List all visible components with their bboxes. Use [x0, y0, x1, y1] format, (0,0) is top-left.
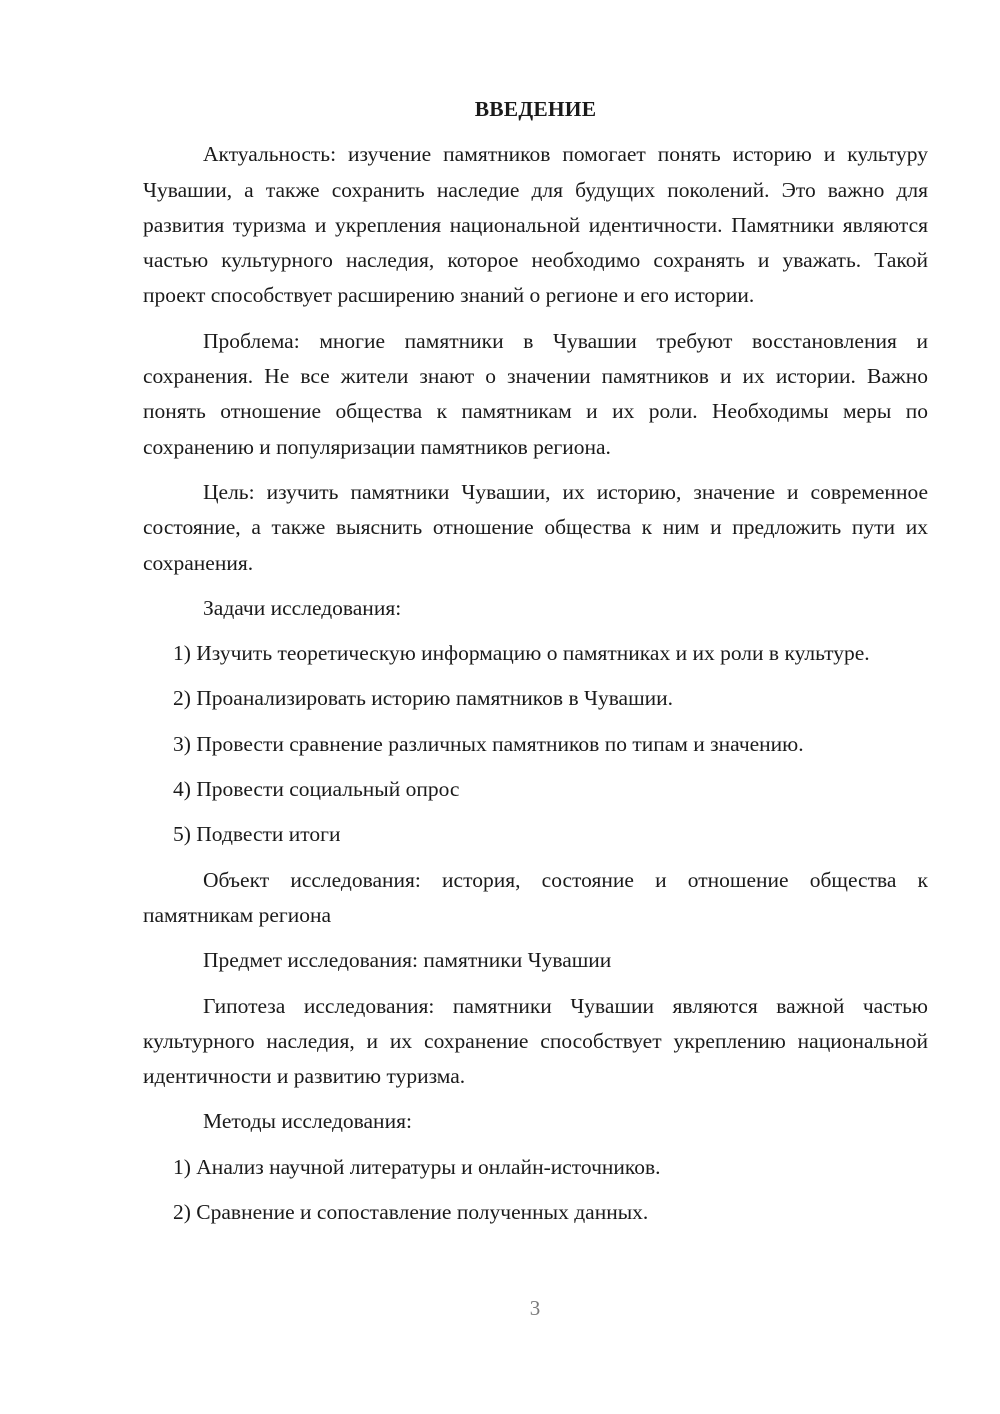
methods-heading: Методы исследования: [203, 1109, 412, 1134]
task-item: 2) Проанализировать историю памятников в Чувашии. [173, 686, 674, 711]
relevance-paragraph: Актуальность: изучение памятников помогает понять историю и культуру Чувашии, а также сохранить наследие для будущих поколений. Это важно для развития туризма и укрепления национальной идентичности. Памятники являются частью культурного наследия, которое необходимо сохранять и уважать. Такой проект способствует расширению знаний о регионе и его истории. [143, 142, 928, 308]
task-item: 4) Провести социальный опрос [173, 777, 460, 802]
task-item: 5) Подвести итоги [173, 822, 341, 847]
section-title: ВВЕДЕНИЕ [474, 97, 597, 121]
problem-paragraph: Проблема: многие памятники в Чувашии требуют восстановления и сохранения. Не все жители знают о значении памятников и их истории. Важно понять отношение общества к памятникам и их роли. Необходимы меры по сохранению и популяризации памятников региона. [143, 328, 928, 459]
method-item: 1) Анализ научной литературы и онлайн-источников. [173, 1154, 661, 1179]
object-paragraph: Объект исследования: история, состояние и отношение общества к памятникам региона [143, 867, 928, 927]
method-item: 2) Сравнение и сопоставление полученных данных. [173, 1200, 649, 1225]
task-item: 3) Провести сравнение различных памятников по типам и значению. [173, 731, 804, 756]
page-number: 3 [529, 1296, 541, 1320]
goal-paragraph: Цель: изучить памятники Чувашии, их историю, значение и современное состояние, а также выяснить отношение общества к ним и предложить пути их сохранения. [143, 479, 928, 575]
hypothesis-paragraph: Гипотеза исследования: памятники Чувашии являются важной частью культурного наследия, и их сохранение способствует укреплению национальной идентичности и развитию туризма. [143, 993, 928, 1089]
task-item: 1) Изучить теоретическую информацию о памятниках и их роли в культуре. [173, 641, 870, 666]
document-page [143, 92, 928, 1240]
tasks-heading: Задачи исследования: [203, 595, 402, 620]
subject-paragraph: Предмет исследования: памятники Чувашии [203, 948, 612, 973]
